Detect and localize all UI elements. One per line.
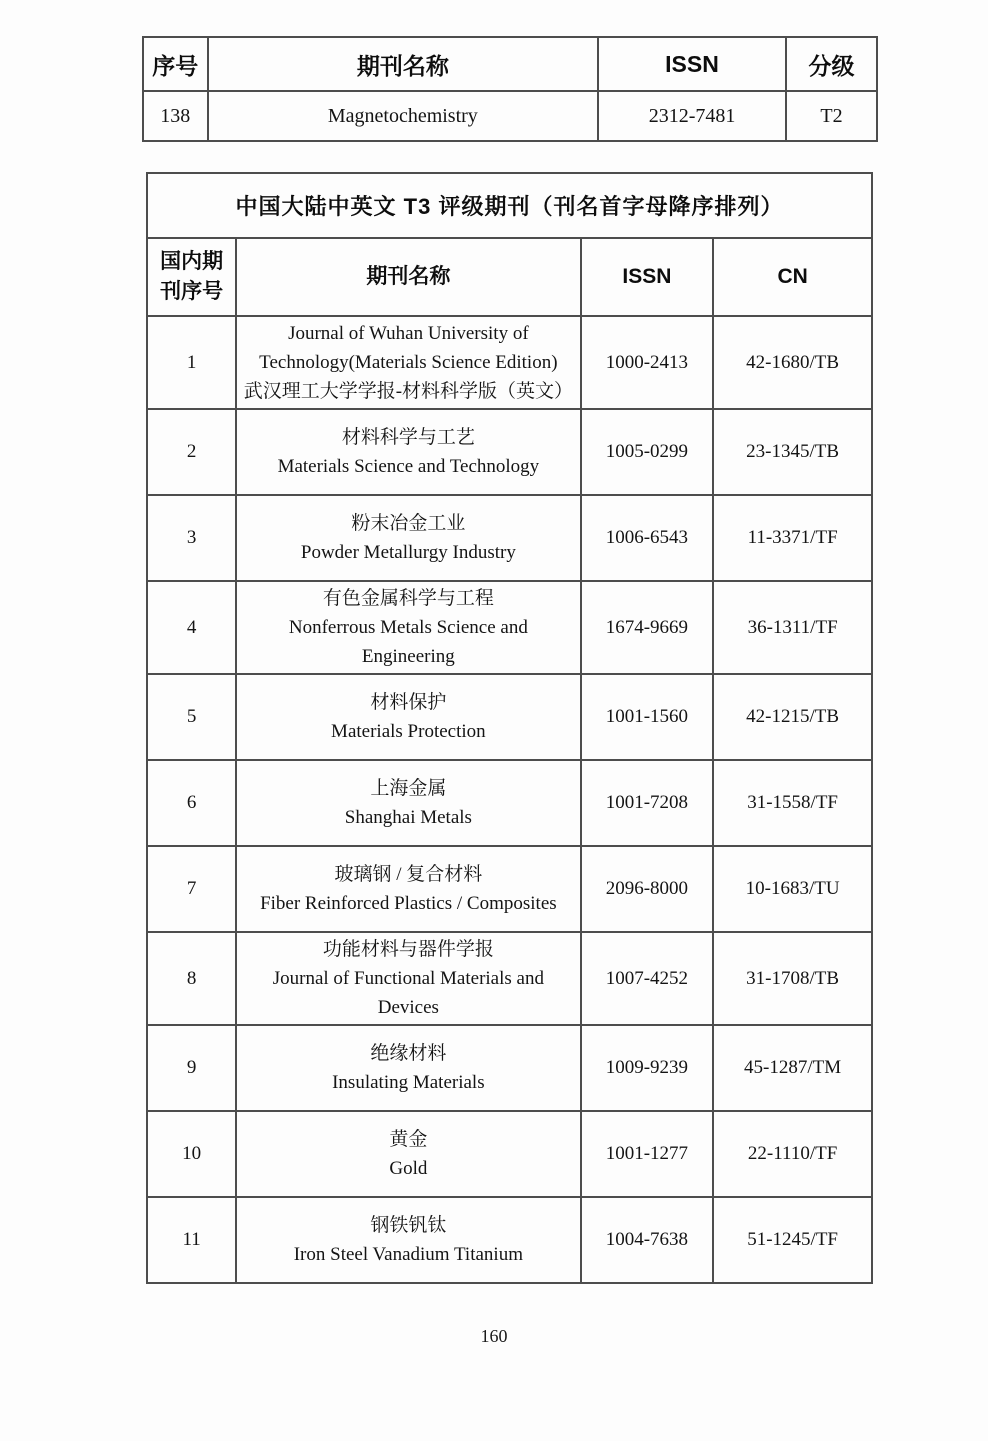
journal-issn: 2096-8000: [581, 846, 714, 932]
journal-index: 11: [147, 1197, 236, 1283]
journal-issn: 1001-1560: [581, 674, 714, 760]
journal-name-line: 功能材料与器件学报: [322, 939, 494, 960]
journal-name: [236, 1197, 580, 1283]
header-journal-name: 期刊名称: [208, 37, 599, 91]
journal-name-line: Nonferrous Metals Science and: [288, 617, 528, 638]
table-row: [147, 409, 872, 495]
journal-name-line: Magnetochemistry: [327, 104, 478, 127]
journal-name: [236, 674, 580, 760]
journal-issn: 1001-1277: [581, 1111, 714, 1197]
journal-name: [236, 581, 580, 674]
journal-name-line: Journal of Functional Materials and: [272, 968, 544, 989]
journal-cn: 36-1311/TF: [713, 581, 872, 674]
journal-name-line: 黄金: [389, 1129, 428, 1150]
journal-issn: 1005-0299: [581, 409, 714, 495]
journal-name-line: 有色金属科学与工程: [322, 588, 494, 609]
journal-name-line: Journal of Wuhan University of: [288, 323, 529, 344]
journal-name: [236, 1025, 580, 1111]
header-journal-name: 期刊名称: [236, 238, 580, 316]
journal-index: 138: [143, 91, 208, 141]
header-domestic-serial-line1: 国内期: [160, 250, 224, 273]
journal-index: 8: [147, 932, 236, 1025]
journal-name-line: Gold: [389, 1158, 428, 1179]
table-row: [147, 495, 872, 581]
journal-index: 7: [147, 846, 236, 932]
journal-name: [236, 760, 580, 846]
journal-index: 9: [147, 1025, 236, 1111]
t3-table-header-row: [147, 238, 872, 316]
header-domestic-serial-line2: 刊序号: [160, 280, 224, 303]
journal-name-line: Technology(Materials Science Edition): [259, 352, 558, 373]
page-number: 160: [480, 1326, 508, 1346]
journal-name-line: 粉末冶金工业: [351, 513, 466, 534]
header-issn: ISSN: [581, 238, 714, 316]
journal-name-line: 玻璃钢 / 复合材料: [334, 864, 483, 885]
journal-issn: 2312-7481: [598, 91, 786, 141]
table-row: [147, 581, 872, 674]
journal-name-line: Devices: [377, 997, 439, 1018]
journal-index: 1: [147, 316, 236, 409]
table-row: [147, 760, 872, 846]
journal-cn: 22-1110/TF: [713, 1111, 872, 1197]
journal-cn: 31-1708/TB: [713, 932, 872, 1025]
journal-index: 4: [147, 581, 236, 674]
journal-grade: T2: [786, 91, 877, 141]
table-row: [147, 1111, 872, 1197]
journal-issn: 1004-7638: [581, 1197, 714, 1283]
journal-cn: 42-1680/TB: [713, 316, 872, 409]
header-domestic-serial: [147, 238, 236, 316]
journal-index: 5: [147, 674, 236, 760]
journal-name: [236, 932, 580, 1025]
journal-index: 3: [147, 495, 236, 581]
journal-issn: 1001-7208: [581, 760, 714, 846]
journal-name-line: 上海金属: [370, 778, 447, 799]
journal-cn: 11-3371/TF: [713, 495, 872, 581]
journal-name-line: Insulating Materials: [332, 1072, 485, 1093]
journal-name: [236, 495, 580, 581]
journal-name-line: Iron Steel Vanadium Titanium: [293, 1244, 523, 1265]
journal-cn: 10-1683/TU: [713, 846, 872, 932]
journal-name-line: Fiber Reinforced Plastics / Composites: [260, 893, 557, 914]
t3-journal-table: [146, 172, 873, 1284]
journal-name-line: 材料保护: [370, 692, 447, 713]
journal-name: [236, 409, 580, 495]
journal-issn: 1674-9669: [581, 581, 714, 674]
journal-name-line: 钢铁钒钛: [370, 1215, 447, 1236]
table-row: [143, 91, 877, 141]
journal-cn: 45-1287/TM: [713, 1025, 872, 1111]
journal-name-line: Materials Science and Technology: [277, 456, 540, 477]
journal-name-line: Materials Protection: [331, 721, 486, 742]
journal-name: [236, 316, 580, 409]
journal-name: [236, 846, 580, 932]
journal-name: [236, 1111, 580, 1197]
journal-issn: 1007-4252: [581, 932, 714, 1025]
table-row: [147, 674, 872, 760]
journal-name-line: 武汉理工大学学报-材料科学版（英文）: [243, 381, 574, 402]
header-grade: 分级: [786, 37, 877, 91]
table-title: 中国大陆中英文 T3 评级期刊（刊名首字母降序排列）: [147, 173, 872, 238]
journal-cn: 23-1345/TB: [713, 409, 872, 495]
table-row: [147, 316, 872, 409]
t2-table-header-row: [143, 37, 877, 91]
journal-cn: 42-1215/TB: [713, 674, 872, 760]
journal-index: 6: [147, 760, 236, 846]
journal-name-line: Powder Metallurgy Industry: [300, 542, 516, 563]
journal-name-line: 绝缘材料: [370, 1043, 447, 1064]
header-cn: CN: [713, 238, 872, 316]
t2-journal-table: [142, 36, 878, 142]
table-row: [147, 846, 872, 932]
table-row: [147, 1197, 872, 1283]
table-row: [147, 932, 872, 1025]
header-issn: ISSN: [598, 37, 786, 91]
journal-name: [208, 91, 599, 141]
journal-name-line: 材料科学与工艺: [341, 427, 475, 448]
journal-cn: 51-1245/TF: [713, 1197, 872, 1283]
journal-index: 2: [147, 409, 236, 495]
journal-index: 10: [147, 1111, 236, 1197]
journal-cn: 31-1558/TF: [713, 760, 872, 846]
t3-table-title-row: [147, 173, 872, 238]
table-row: [147, 1025, 872, 1111]
journal-issn: 1009-9239: [581, 1025, 714, 1111]
journal-name-line: Engineering: [361, 646, 455, 667]
journal-issn: 1006-6543: [581, 495, 714, 581]
header-serial-number: 序号: [143, 37, 208, 91]
journal-name-line: Shanghai Metals: [344, 807, 472, 828]
journal-issn: 1000-2413: [581, 316, 714, 409]
